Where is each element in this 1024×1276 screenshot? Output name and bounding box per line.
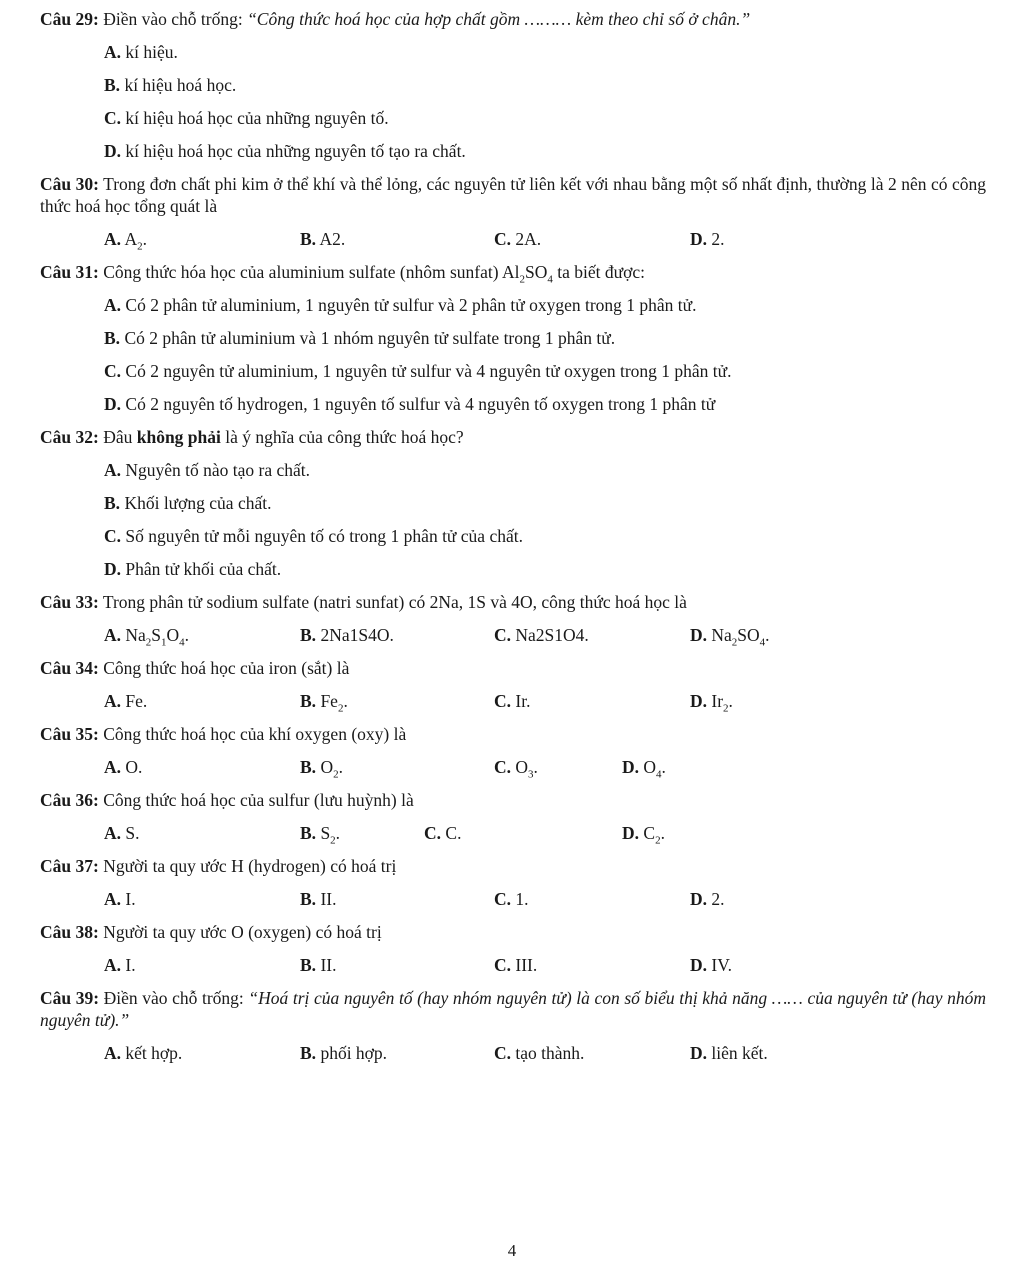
option-d[interactable]: D. Có 2 nguyên tố hydrogen, 1 nguyên tố sulfur và 4 nguyên tố oxygen trong 1 phân tử [104, 394, 716, 414]
option-b[interactable]: B. kí hiệu hoá học. [104, 75, 237, 95]
option-a[interactable]: A. Có 2 phân tử aluminium, 1 nguyên tử sulfur và 2 phân tử oxygen trong 1 phân tử. [104, 295, 697, 315]
option-a[interactable]: A. Fe. [104, 691, 148, 711]
option-c[interactable]: C. Na2S1O4. [494, 625, 589, 645]
question-30 [40, 173, 987, 253]
question-label: Câu 31: [40, 262, 99, 282]
option-d[interactable]: D. $Na_2SO_4$. [690, 625, 770, 649]
question-stem: Câu 32: Đâu không phải là ý nghĩa của công thức hoá học? [40, 427, 464, 447]
option-c[interactable]: C. tạo thành. [494, 1043, 585, 1063]
question-36 [40, 789, 986, 847]
question-stem: Câu 37: Người ta quy ước H (hydrogen) có hoá trị [40, 856, 397, 876]
question-stem: Câu 34: Công thức hoá học của iron (sắt) là [40, 658, 350, 678]
option-d[interactable]: D. 2. [690, 229, 725, 249]
question-label: Câu 38: [40, 922, 99, 942]
option-b[interactable]: B. 2Na1S4O. [300, 625, 394, 645]
option-a[interactable]: A. kí hiệu. [104, 42, 178, 62]
option-c[interactable]: C. Số nguyên tử mỗi nguyên tố có trong 1 phân tử của chất. [104, 526, 523, 546]
option-b[interactable]: B. Khối lượng của chất. [104, 493, 272, 513]
question-38 [40, 921, 986, 976]
option-c[interactable]: C. 1. [494, 889, 529, 909]
option-d[interactable]: D. 2. [690, 889, 725, 909]
option-b[interactable]: B. $S_2$. [300, 823, 341, 847]
option-d[interactable]: D. kí hiệu hoá học của những nguyên tố tạo ra chất. [104, 141, 466, 161]
option-a[interactable]: A. $Na_2S_1O_4$. [104, 625, 190, 649]
option-b[interactable]: B. Có 2 phân tử aluminium và 1 nhóm nguyên tử sulfate trong 1 phân tử. [104, 328, 616, 348]
option-a[interactable]: A. I. [104, 889, 136, 909]
question-label: Câu 29: [40, 9, 99, 29]
option-d[interactable]: D. $C_2$. [622, 823, 665, 847]
question-stem: Câu 39: Điền vào chỗ trống: “Hoá trị của nguyên tố (hay nhóm nguyên tử) là con số biểu thị khả năng …… của nguyên tử (hay nhóm nguyên tử).” [40, 988, 987, 1030]
option-a[interactable]: A. S. [104, 823, 140, 843]
option-c[interactable]: C. Ir. [494, 691, 531, 711]
question-label: Câu 32: [40, 427, 99, 447]
question-stem: Câu 29: Điền vào chỗ trống: “Công thức hoá học của hợp chất gồm ……… kèm theo chỉ số ở chân.” [40, 9, 751, 29]
question-29 [40, 8, 986, 162]
option-d[interactable]: D. $O_4$. [622, 757, 666, 781]
question-label: Câu 39: [40, 988, 100, 1008]
question-31 [40, 261, 986, 415]
question-35 [40, 723, 986, 781]
option-d[interactable]: D. IV. [690, 955, 732, 975]
question-39 [40, 987, 986, 1064]
page-number: 4 [507, 1241, 517, 1260]
question-stem: Câu 30: Trong đơn chất phi kim ở thể khí và thể lỏng, các nguyên tử liên kết với nhau bằng một số nhất định, thường là 2 nên có công thức hoá học tổng quát là [40, 174, 987, 216]
question-stem: Câu 38: Người ta quy ước O (oxygen) có hoá trị [40, 922, 382, 942]
question-stem: Câu 31: Công thức hóa học của aluminium sulfate (nhôm sunfat) $Al_2SO_4$ ta biết được: [40, 262, 645, 286]
option-c[interactable]: C. $O_3$. [494, 757, 538, 781]
option-c[interactable]: C. Có 2 nguyên tử aluminium, 1 nguyên tử sulfur và 4 nguyên tử oxygen trong 1 phân tử. [104, 361, 732, 381]
option-b[interactable]: B. phối hợp. [300, 1043, 388, 1063]
question-33 [40, 591, 986, 649]
question-34 [40, 657, 986, 715]
option-a[interactable]: A. O. [104, 757, 143, 777]
question-label: Câu 35: [40, 724, 99, 744]
option-a[interactable]: A. I. [104, 955, 136, 975]
option-c[interactable]: C. III. [494, 955, 538, 975]
option-c[interactable]: C. 2A. [494, 229, 542, 249]
question-label: Câu 37: [40, 856, 99, 876]
option-b[interactable]: B. II. [300, 889, 337, 909]
option-d[interactable]: D. $Ir_2$. [690, 691, 733, 715]
question-label: Câu 36: [40, 790, 99, 810]
question-37 [40, 855, 986, 910]
option-c[interactable]: C. kí hiệu hoá học của những nguyên tố. [104, 108, 389, 128]
option-b[interactable]: B. $O_2$. [300, 757, 343, 781]
option-a[interactable]: A. kết hợp. [104, 1043, 183, 1063]
question-label: Câu 30: [40, 174, 99, 194]
option-a[interactable]: A. Nguyên tố nào tạo ra chất. [104, 460, 311, 480]
question-32 [40, 426, 986, 580]
option-d[interactable]: D. Phân tử khối của chất. [104, 559, 282, 579]
question-stem: Câu 33: Trong phân tử sodium sulfate (natri sunfat) có 2Na, 1S và 4O, công thức hoá học là [40, 592, 687, 612]
exam-page [40, 8, 986, 1064]
question-stem: Câu 35: Công thức hoá học của khí oxygen (oxy) là [40, 724, 407, 744]
option-c[interactable]: C. C. [424, 823, 462, 843]
option-b[interactable]: B. II. [300, 955, 337, 975]
question-stem: Câu 36: Công thức hoá học của sulfur (lưu huỳnh) là [40, 790, 414, 810]
question-label: Câu 34: [40, 658, 99, 678]
option-a[interactable]: A. $A_2$. [104, 229, 147, 253]
question-label: Câu 33: [40, 592, 99, 612]
option-d[interactable]: D. liên kết. [690, 1043, 768, 1063]
option-b[interactable]: B. $Fe_2$. [300, 691, 348, 715]
option-b[interactable]: B. A2. [300, 229, 346, 249]
